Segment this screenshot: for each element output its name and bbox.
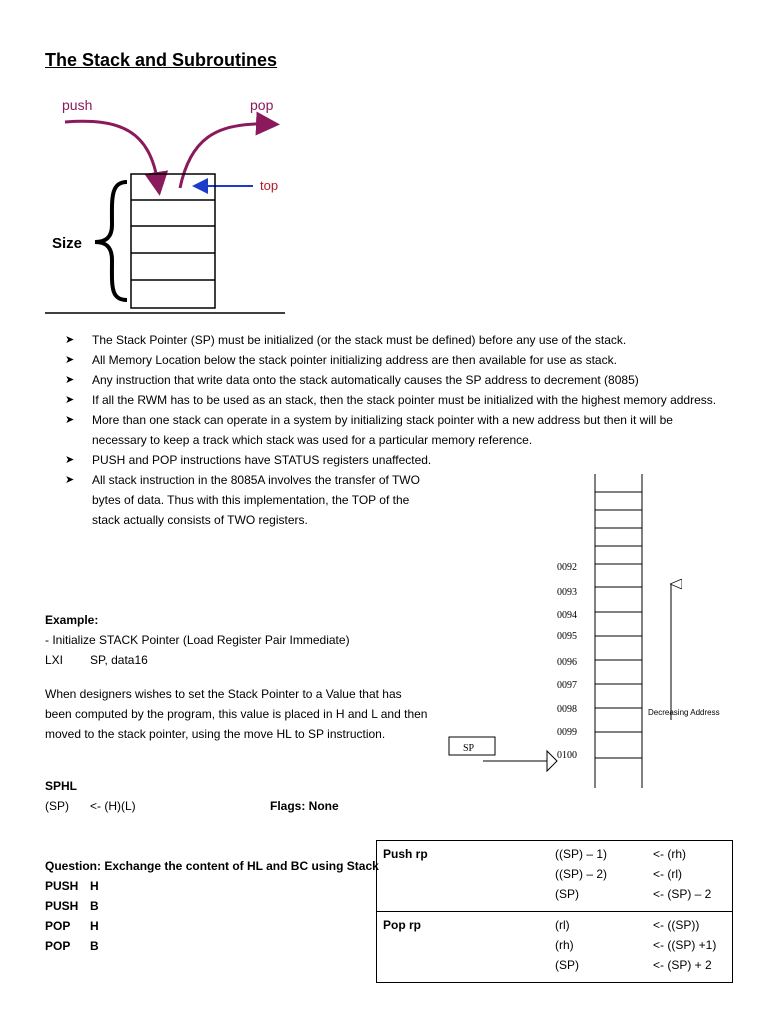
push-label: push bbox=[62, 97, 93, 113]
question-arg: B bbox=[90, 939, 99, 953]
size-brace bbox=[95, 182, 127, 300]
address-label: 0093 bbox=[557, 587, 577, 598]
list-item: ➤ All stack instruction in the 8085A involves the transfer of TWO bytes of data. Thus with this implementation, the TOP of the stack actually consists of TWO registers. bbox=[65, 470, 432, 530]
list-item: ➤ PUSH and POP instructions have STATUS registers unaffected. bbox=[65, 450, 432, 470]
size-label: Size bbox=[52, 235, 83, 252]
arrowhead-bullet-icon: ➤ bbox=[65, 454, 75, 466]
table-cell: <- (rl) bbox=[653, 867, 682, 881]
address-label: 0098 bbox=[557, 704, 577, 715]
table-cell: (SP) bbox=[555, 958, 579, 972]
address-label: 0092 bbox=[557, 562, 577, 573]
stack-diagram bbox=[40, 90, 300, 320]
decreasing-address-label: Decreasing Address bbox=[648, 708, 720, 717]
top-label: top bbox=[260, 178, 279, 193]
address-label: 0095 bbox=[557, 631, 577, 642]
lxi-arg: SP, data16 bbox=[90, 653, 148, 667]
arrowhead-bullet-icon: ➤ bbox=[65, 354, 75, 366]
table-row bbox=[377, 841, 733, 868]
address-label: 0096 bbox=[557, 657, 577, 668]
arrowhead-bullet-icon: ➤ bbox=[65, 334, 75, 346]
stack-operations-table bbox=[376, 840, 733, 983]
table-cell: ((SP) – 2) bbox=[555, 867, 608, 881]
table-row bbox=[377, 887, 733, 912]
sphl-lhs: (SP) bbox=[45, 799, 69, 813]
example-heading: Example: bbox=[45, 613, 99, 627]
page-title: The Stack and Subroutines bbox=[45, 50, 278, 70]
address-label: 0099 bbox=[557, 727, 577, 738]
sphl-rhs: <- (H)(L) bbox=[90, 799, 136, 813]
list-item: ➤ If all the RWM has to be used as an stack, then the stack pointer must be initialized with the highest memory address. bbox=[65, 390, 725, 410]
table-cell: <- (SP) – 2 bbox=[653, 887, 712, 901]
table-row bbox=[377, 958, 733, 983]
stack-cells bbox=[131, 174, 215, 308]
arrowhead-bullet-icon: ➤ bbox=[65, 474, 75, 486]
example-line: - Initialize STACK Pointer (Load Register Pair Immediate) bbox=[45, 633, 350, 647]
sp-pointer-arrow-icon bbox=[547, 751, 557, 771]
table-row bbox=[377, 912, 733, 939]
list-item: ➤ More than one stack can operate in a system by initializing stack pointer with a new address but then it will be necessary to keep a track which stack was used for a particular memory reference. bbox=[65, 410, 725, 450]
question-line: PUSH bbox=[45, 899, 79, 913]
table-cell: (SP) bbox=[555, 887, 579, 901]
table-cell: <- ((SP) +1) bbox=[653, 938, 717, 952]
list-item: ➤ The Stack Pointer (SP) must be initialized (or the stack must be defined) before any use of the stack. bbox=[65, 330, 725, 350]
question-text: Question: Exchange the content of HL and BC using Stack bbox=[45, 859, 379, 873]
pop-arrow bbox=[180, 124, 268, 188]
arrowhead-bullet-icon: ➤ bbox=[65, 414, 75, 426]
memory-diagram bbox=[440, 470, 740, 790]
question-line: POP bbox=[45, 919, 71, 933]
table-cell: (rl) bbox=[549, 912, 647, 939]
address-label: 0100 bbox=[557, 750, 577, 761]
question-line: POP bbox=[45, 939, 71, 953]
address-label: 0094 bbox=[557, 610, 577, 621]
question-arg: H bbox=[90, 919, 99, 933]
example-paragraph: When designers wishes to set the Stack Pointer to a Value that has been computed by the program, this value is placed in H and L and then moved to the stack pointer, using the move HL to SP instruction. bbox=[45, 687, 428, 741]
table-cell: <- (SP) + 2 bbox=[653, 958, 712, 972]
table-row bbox=[377, 938, 733, 958]
address-label: 0097 bbox=[557, 680, 577, 691]
list-item: ➤ All Memory Location below the stack pointer initializing address are then available for use as stack. bbox=[65, 350, 725, 370]
pop-label: pop bbox=[250, 97, 274, 113]
flags-label: Flags: None bbox=[270, 799, 339, 813]
sp-label: SP bbox=[463, 743, 475, 754]
question-arg: B bbox=[90, 899, 99, 913]
table-row bbox=[377, 867, 733, 887]
push-label-cell: Push rp bbox=[383, 847, 428, 861]
question-line: PUSH bbox=[45, 879, 79, 893]
arrowhead-bullet-icon: ➤ bbox=[65, 394, 75, 406]
sphl-label: SPHL bbox=[45, 779, 78, 793]
arrowhead-bullet-icon: ➤ bbox=[65, 374, 75, 386]
table-cell: <- (rh) bbox=[653, 847, 686, 861]
list-item: ➤ Any instruction that write data onto the stack automatically causes the SP address to decrement (8085) bbox=[65, 370, 725, 390]
memory-column bbox=[595, 474, 642, 788]
table-cell: <- ((SP)) bbox=[647, 912, 733, 939]
pop-label-cell: Pop rp bbox=[377, 912, 550, 939]
table-cell: ((SP) – 1) bbox=[555, 847, 608, 861]
table-cell: (rh) bbox=[555, 938, 574, 952]
lxi-op: LXI bbox=[45, 653, 64, 667]
question-arg: H bbox=[90, 879, 99, 893]
